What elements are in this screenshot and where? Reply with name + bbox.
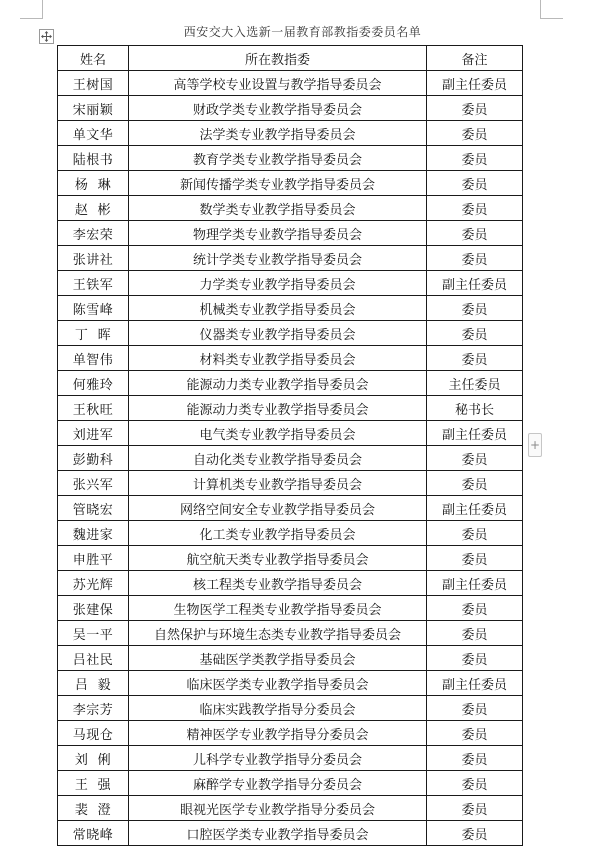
role-cell: 委员 (427, 346, 523, 371)
role-cell: 秘书长 (427, 396, 523, 421)
member-name-cell: 单文华 (58, 121, 129, 146)
role-cell: 副主任委员 (427, 571, 523, 596)
committee-cell: 自然保护与环境生态类专业教学指导委员会 (129, 621, 427, 646)
role-cell: 委员 (427, 121, 523, 146)
committee-cell: 航空航天类专业教学指导委员会 (129, 546, 427, 571)
table-row (58, 471, 523, 496)
role-cell: 委员 (427, 621, 523, 646)
committee-cell: 化工类专业教学指导委员会 (129, 521, 427, 546)
committee-cell: 材料类专业教学指导委员会 (129, 346, 427, 371)
table-row (58, 371, 523, 396)
committee-cell: 计算机类专业教学指导委员会 (129, 471, 427, 496)
committee-cell: 新闻传播学类专业教学指导委员会 (129, 171, 427, 196)
member-name-cell: 苏光辉 (58, 571, 129, 596)
table-row (58, 221, 523, 246)
role-cell: 委员 (427, 796, 523, 821)
page-corner-mark-left (20, 0, 43, 19)
role-cell: 委员 (427, 146, 523, 171)
member-name-cell: 管晓宏 (58, 496, 129, 521)
header-committee: 所在教指委 (129, 46, 427, 71)
member-name-cell: 张讲社 (58, 246, 129, 271)
committee-cell: 高等学校专业设置与教学指导委员会 (129, 71, 427, 96)
table-row (58, 596, 523, 621)
committee-cell: 儿科学专业教学指导分委员会 (129, 746, 427, 771)
document-title: 西安交大入选新一届教育部教指委委员名单 (183, 25, 422, 39)
member-name-cell: 王秋旺 (58, 396, 129, 421)
member-name-cell: 赵 彬 (58, 196, 129, 221)
role-cell: 副主任委员 (427, 271, 523, 296)
committee-cell: 网络空间安全专业教学指导委员会 (129, 496, 427, 521)
role-cell: 委员 (427, 546, 523, 571)
member-name-cell: 吴一平 (58, 621, 129, 646)
table-row (58, 546, 523, 571)
role-cell: 委员 (427, 171, 523, 196)
member-name-cell: 裴 澄 (58, 796, 129, 821)
committee-cell: 法学类专业教学指导委员会 (129, 121, 427, 146)
committee-cell: 眼视光医学专业教学指导分委员会 (129, 796, 427, 821)
table-row (58, 496, 523, 521)
table-row (58, 121, 523, 146)
member-name-cell: 王 强 (58, 771, 129, 796)
table-row (58, 196, 523, 221)
role-cell: 委员 (427, 221, 523, 246)
committee-cell: 力学类专业教学指导委员会 (129, 271, 427, 296)
table-row (58, 321, 523, 346)
table-row (58, 696, 523, 721)
table-row (58, 421, 523, 446)
committee-cell: 精神医学专业教学指导分委员会 (129, 721, 427, 746)
member-name-cell: 宋丽颖 (58, 96, 129, 121)
role-cell: 委员 (427, 721, 523, 746)
committee-cell: 口腔医学类专业教学指导委员会 (129, 821, 427, 846)
member-name-cell: 王铁军 (58, 271, 129, 296)
table-row (58, 821, 523, 846)
table-row (58, 621, 523, 646)
table-header-row (58, 46, 523, 71)
table-row (58, 71, 523, 96)
table-row (58, 96, 523, 121)
member-name-cell: 李宏荣 (58, 221, 129, 246)
committee-cell: 临床医学类专业教学指导委员会 (129, 671, 427, 696)
member-name-cell: 马现仓 (58, 721, 129, 746)
member-name-cell: 彭勤科 (58, 446, 129, 471)
member-name-cell: 何雅玲 (58, 371, 129, 396)
committee-cell: 机械类专业教学指导委员会 (129, 296, 427, 321)
table-row (58, 796, 523, 821)
committee-member-table (57, 45, 523, 846)
role-cell: 委员 (427, 446, 523, 471)
committee-cell: 核工程类专业教学指导委员会 (129, 571, 427, 596)
member-name-cell: 李宗芳 (58, 696, 129, 721)
table-row (58, 171, 523, 196)
committee-cell: 能源动力类专业教学指导委员会 (129, 396, 427, 421)
table-row (58, 571, 523, 596)
table-row (58, 296, 523, 321)
table-row (58, 771, 523, 796)
committee-cell: 生物医学工程类专业教学指导委员会 (129, 596, 427, 621)
committee-cell: 统计学类专业教学指导委员会 (129, 246, 427, 271)
role-cell: 主任委员 (427, 371, 523, 396)
committee-cell: 临床实践教学指导分委员会 (129, 696, 427, 721)
table-row (58, 671, 523, 696)
member-name-cell: 常晓峰 (58, 821, 129, 846)
member-name-cell: 陆根书 (58, 146, 129, 171)
table-row (58, 396, 523, 421)
member-name-cell: 丁 晖 (58, 321, 129, 346)
member-name-cell: 吕 毅 (58, 671, 129, 696)
member-name-cell: 王树国 (58, 71, 129, 96)
table-row (58, 646, 523, 671)
committee-cell: 数学类专业教学指导委员会 (129, 196, 427, 221)
committee-cell: 物理学类专业教学指导委员会 (129, 221, 427, 246)
role-cell: 副主任委员 (427, 496, 523, 521)
role-cell: 委员 (427, 196, 523, 221)
member-name-cell: 张建保 (58, 596, 129, 621)
role-cell: 委员 (427, 521, 523, 546)
member-name-cell: 刘 俐 (58, 746, 129, 771)
member-name-cell: 杨 琳 (58, 171, 129, 196)
role-cell: 委员 (427, 96, 523, 121)
plus-icon[interactable]: + (528, 433, 542, 457)
committee-cell: 教育学类专业教学指导委员会 (129, 146, 427, 171)
role-cell: 委员 (427, 646, 523, 671)
role-cell: 委员 (427, 771, 523, 796)
role-cell: 委员 (427, 246, 523, 271)
role-cell: 委员 (427, 296, 523, 321)
role-cell: 委员 (427, 696, 523, 721)
member-name-cell: 魏进家 (58, 521, 129, 546)
table-row (58, 446, 523, 471)
role-cell: 委员 (427, 821, 523, 846)
member-name-cell: 吕社民 (58, 646, 129, 671)
page-corner-mark-right (540, 0, 563, 19)
committee-cell: 电气类专业教学指导委员会 (129, 421, 427, 446)
table-row (58, 146, 523, 171)
committee-cell: 自动化类专业教学指导委员会 (129, 446, 427, 471)
table-row (58, 246, 523, 271)
table-row (58, 271, 523, 296)
table-row (58, 746, 523, 771)
table-row (58, 521, 523, 546)
member-name-cell: 刘进军 (58, 421, 129, 446)
member-name-cell: 陈雪峰 (58, 296, 129, 321)
header-name: 姓名 (58, 46, 129, 71)
role-cell: 副主任委员 (427, 71, 523, 96)
committee-cell: 麻醉学专业教学指导分委员会 (129, 771, 427, 796)
committee-cell: 基础医学类教学指导委员会 (129, 646, 427, 671)
role-cell: 委员 (427, 471, 523, 496)
role-cell: 副主任委员 (427, 421, 523, 446)
table-row (58, 346, 523, 371)
table-row (58, 721, 523, 746)
committee-cell: 能源动力类专业教学指导委员会 (129, 371, 427, 396)
role-cell: 委员 (427, 321, 523, 346)
role-cell: 副主任委员 (427, 671, 523, 696)
member-name-cell: 单智伟 (58, 346, 129, 371)
committee-cell: 财政学类专业教学指导委员会 (129, 96, 427, 121)
committee-cell: 仪器类专业教学指导委员会 (129, 321, 427, 346)
member-name-cell: 张兴军 (58, 471, 129, 496)
role-cell: 委员 (427, 746, 523, 771)
member-name-cell: 申胜平 (58, 546, 129, 571)
role-cell: 委员 (427, 596, 523, 621)
header-remark: 备注 (427, 46, 523, 71)
